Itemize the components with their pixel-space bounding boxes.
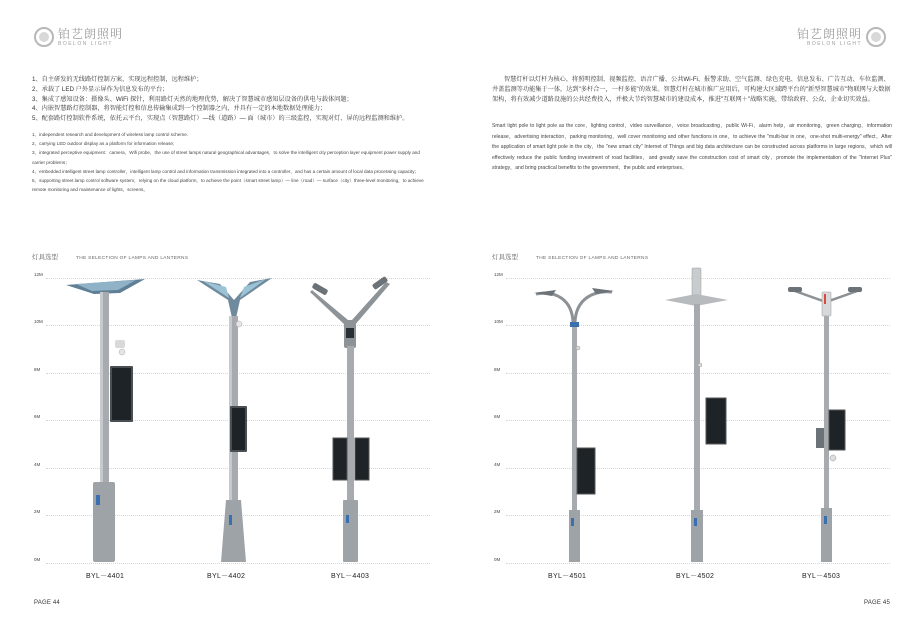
brand-name-en: BOELON LIGHT bbox=[807, 40, 862, 47]
brand-name-cn: 铂艺朗照明 bbox=[58, 26, 124, 41]
y-tick-label: 10M bbox=[494, 319, 503, 324]
camera-icon bbox=[698, 363, 702, 367]
lamp-illustrations-right bbox=[460, 260, 920, 572]
lamp-head-icon bbox=[848, 287, 862, 292]
section-title-en: THE SELECTION OF LAMPS AND LANTERNS bbox=[536, 256, 649, 261]
y-tick-label: 4M bbox=[494, 462, 501, 467]
lamp-illustrations-left bbox=[0, 260, 460, 572]
feature-en-item: 5、supporting street lamp control software system，relying on the cloud platform，to achieve the point（smart street lamp）— line（road）— surface（city）three-level monitoring，to achieve remote monitoring and maintenance of lights，screens。 bbox=[32, 178, 424, 193]
model-label: BYL－4402 bbox=[207, 573, 246, 580]
feature-cn-item: 4、内嵌智慧路灯控制器，将智能灯控和信息传输集成到一个控制器之内，并具有一定的本地数据处理能力； bbox=[32, 105, 327, 113]
logo-ring-icon bbox=[34, 27, 54, 47]
model-label: BYL－4401 bbox=[86, 573, 125, 580]
top-module-icon bbox=[692, 268, 701, 296]
y-tick-label: 8M bbox=[34, 367, 41, 372]
section-title-en: THE SELECTION OF LAMPS AND LANTERNS bbox=[76, 256, 189, 261]
model-label: BYL－4502 bbox=[676, 573, 715, 580]
right-page bbox=[460, 0, 920, 629]
features-list-en bbox=[32, 130, 432, 194]
feature-en-item: 4、embedded intelligent street lamp controller，intelligent lamp control and information transmission integrated into a controller，and has a certain amount of local data processing capacity； bbox=[32, 168, 420, 174]
page-number: PAGE 44 bbox=[34, 600, 60, 606]
feature-cn-item: 2、承载了 LED 户外显示屏作为信息发布的平台； bbox=[32, 85, 169, 93]
intro-paragraph-cn: 智慧灯杆以灯杆为核心，将照明控制、视频监控、语音广播、公共Wi-Fi、报警求助、空气监测、绿色充电、信息发布、广告互动、车位监测、井盖监测等功能集于一体，达到"多杆合一，一杆多能"的效果。智慧灯杆在城市推广应用后，可构建大区域跨平台的"新型智慧城市"物联网与大数据架构，将有效减少道路设施的公共经费投入，并极大节约智慧城市的建设成本，推进"互联网＋"战略实施，带给政府、公众、企业切实效益。 bbox=[492, 76, 891, 103]
camera-icon bbox=[236, 321, 242, 327]
page-number: PAGE 45 bbox=[864, 600, 890, 606]
y-tick-label: 2M bbox=[494, 509, 501, 514]
model-label: BYL－4501 bbox=[548, 573, 587, 580]
camera-icon bbox=[830, 455, 836, 461]
y-tick-label: 4M bbox=[34, 462, 41, 467]
led-screen-icon bbox=[355, 438, 369, 480]
lamp-byl-4503 bbox=[788, 287, 862, 562]
feature-cn-item: 1、自主研发的无线路灯控制方案，实现远程控制，远程维护； bbox=[32, 76, 203, 83]
lamp-byl-4502 bbox=[665, 268, 728, 562]
lamp-byl-4403 bbox=[310, 276, 390, 562]
brand-logo bbox=[797, 27, 886, 47]
y-tick-label: 2M bbox=[34, 509, 41, 514]
model-label: BYL－4503 bbox=[802, 573, 841, 580]
pole-base bbox=[691, 510, 703, 562]
led-screen-icon bbox=[829, 410, 845, 450]
pole-base bbox=[343, 500, 358, 562]
led-screen-icon bbox=[577, 448, 595, 494]
y-tick-label: 6M bbox=[34, 414, 41, 419]
intro-paragraph-en: Smart light pole to light pole as the core，lighting control，video surveillance，voice broadcasting，public Wi-Fi，alarm help，air monitoring，green charging，information release，advertising interaction，parking monitoring，well cover monitoring and other functions in one，to achieve the "multi-bar in one，one-shot multi-energy" effect。After the application of smart light pole in the city，the "new smart city" Internet of Things and big data architecture can be constructed across platforms in large regions，which will effectively reduce the public funding investment of road facilities，and greatly save the construction cost of smart city，promote the implementation of the "Internet Plus" strategy，and bring practical benefits to the government，the public and enterprises。 bbox=[492, 123, 892, 171]
pole-base bbox=[93, 482, 115, 562]
y-tick-label: 10M bbox=[34, 319, 43, 324]
y-tick-label: 6M bbox=[494, 414, 501, 419]
y-tick-label: 0M bbox=[494, 557, 501, 562]
camera-icon bbox=[576, 346, 580, 350]
section-title-cn: 灯具选型 bbox=[492, 253, 518, 261]
feature-cn-item: 3、集成了感知设备：摄像头、WiFi 探针，利用路灯天然的地理优势，解决了智慧城市感知层设备的供电与载体问题； bbox=[32, 95, 353, 103]
logo-ring-icon bbox=[866, 27, 886, 47]
model-label: BYL－4403 bbox=[331, 573, 370, 580]
logo-text bbox=[58, 28, 123, 47]
lamp-head-icon bbox=[788, 287, 802, 292]
feature-en-item: 1、independent research and development of wireless lamp control scheme. bbox=[32, 132, 189, 137]
lamp-byl-4501 bbox=[534, 288, 614, 562]
y-tick-label: 12M bbox=[494, 272, 503, 277]
brand-name-cn: 铂艺朗照明 bbox=[796, 26, 862, 41]
features-list-cn bbox=[32, 75, 442, 124]
brand-name-en: BOELON LIGHT bbox=[58, 40, 113, 47]
feature-cn-item: 5、配套路灯控制软件系统，依托云平台，实现点（智慧路灯）—线（道路）— 面（城市）的三级监控，实现对灯、屏的远程监测和维护。 bbox=[32, 115, 409, 123]
lamp-byl-4402 bbox=[197, 278, 272, 562]
led-screen-icon bbox=[706, 398, 726, 444]
y-tick-label: 8M bbox=[494, 367, 501, 372]
feature-en-item: 2、carrying LED outdoor display as a platform for information release; bbox=[32, 141, 175, 147]
led-screen-icon bbox=[333, 438, 347, 480]
lamp-byl-4401 bbox=[66, 279, 145, 562]
y-tick-label: 12M bbox=[34, 272, 43, 277]
section-title-cn: 灯具选型 bbox=[32, 253, 58, 261]
feature-en-item: 3、integrated perceptive equipment：camera，Wifi probe，the use of street lamps natural geographical advantages，to solve the intelligent city perception layer equipment power supply and carrier problems； bbox=[32, 150, 420, 165]
brand-logo bbox=[34, 27, 123, 47]
y-tick-label: 0M bbox=[34, 557, 41, 562]
pole-base bbox=[569, 510, 580, 562]
pole-base bbox=[221, 500, 246, 562]
logo-text bbox=[797, 28, 862, 47]
camera-icon bbox=[115, 340, 125, 348]
